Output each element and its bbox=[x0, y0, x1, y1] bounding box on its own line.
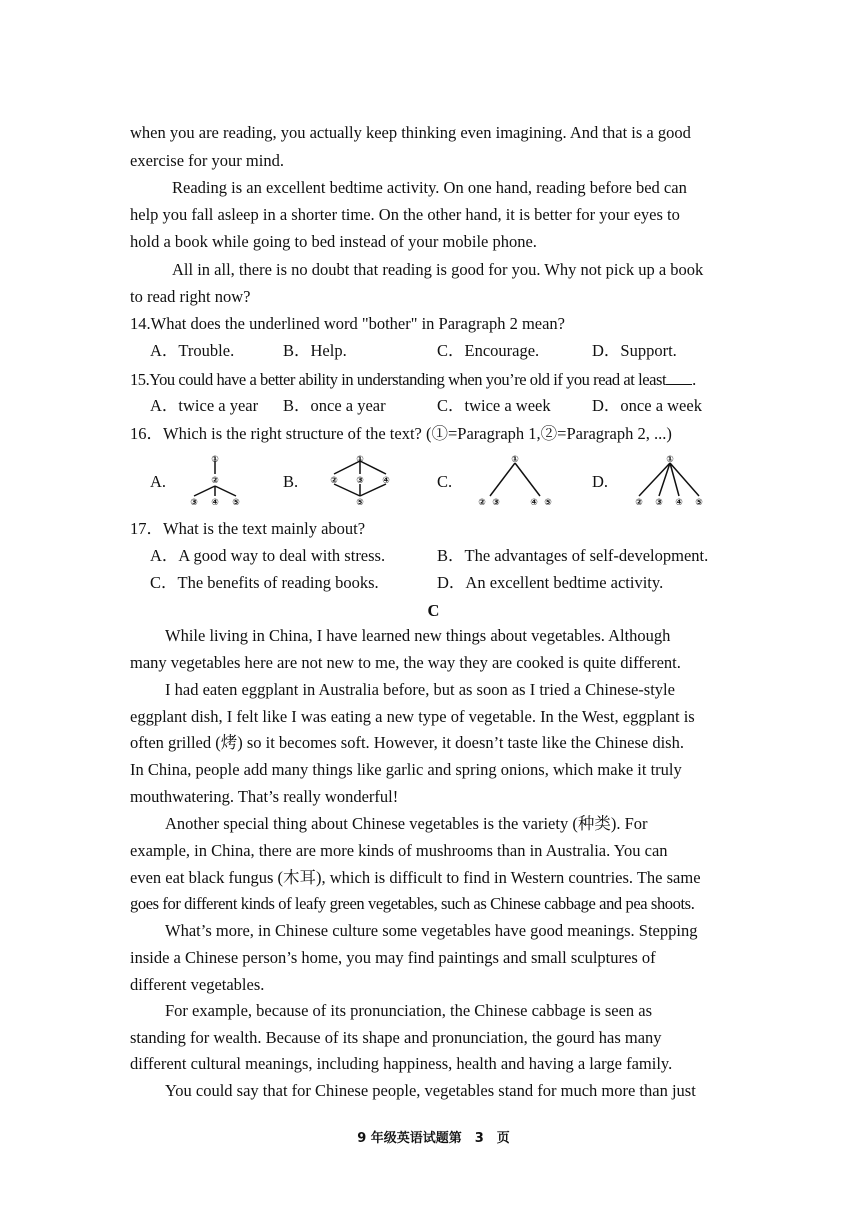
passage-line: What’s more, in Chinese culture some vegetables have good meanings. Stepping bbox=[165, 921, 698, 940]
question-15-text: 15.You could have a better ability in understanding when you’re old if you read at least bbox=[130, 370, 667, 389]
node: ④ bbox=[211, 498, 219, 508]
node: ⑤ bbox=[232, 498, 240, 508]
q16-option-d[interactable]: D. bbox=[592, 472, 609, 491]
question-17-stem: 17．What is the text mainly about? bbox=[130, 519, 366, 538]
passage-line: In China, people add many things like garlic and spring onions, which make it truly bbox=[130, 760, 682, 779]
node: ② bbox=[478, 498, 486, 508]
structure-diagram-b bbox=[320, 450, 405, 512]
node: ④ bbox=[382, 476, 390, 486]
passage-line: different vegetables. bbox=[130, 975, 265, 994]
q14-option-c[interactable]: C．Encourage. bbox=[437, 341, 540, 360]
passage-line: All in all, there is no doubt that reading is good for you. Why not pick up a book bbox=[172, 260, 704, 279]
passage-line: even eat black fungus (木耳), which is difficult to find in Western countries. The same bbox=[130, 868, 701, 887]
passage-c-label: C bbox=[427, 601, 440, 620]
node: ② bbox=[635, 498, 643, 508]
node: ② bbox=[211, 476, 219, 486]
answer-blank bbox=[666, 371, 692, 385]
passage-line: Another special thing about Chinese vegetables is the variety (种类). For bbox=[165, 814, 648, 833]
page-footer: 9 年级英语试题第 3 页 bbox=[357, 1131, 510, 1146]
passage-line: You could say that for Chinese people, vegetables stand for much more than just bbox=[165, 1081, 696, 1100]
passage-line: Reading is an excellent bedtime activity. On one hand, reading before bed can bbox=[172, 178, 687, 197]
passage-line: I had eaten eggplant in Australia before, but as soon as I tried a Chinese-style bbox=[165, 680, 675, 699]
q15-option-a[interactable]: A．twice a year bbox=[150, 396, 259, 415]
node: ④ bbox=[530, 498, 538, 508]
q16-option-c[interactable]: C. bbox=[437, 472, 453, 491]
node: ③ bbox=[190, 498, 198, 508]
node: ③ bbox=[356, 476, 364, 486]
passage-line: standing for wealth. Because of its shape and pronunciation, the gourd has many bbox=[130, 1028, 662, 1047]
node: ① bbox=[211, 455, 219, 465]
node: ⑤ bbox=[544, 498, 552, 508]
question-14-stem: 14.What does the underlined word "bother" in Paragraph 2 mean? bbox=[130, 314, 566, 333]
question-16-stem: 16．Which is the right structure of the text? (①=Paragraph 1,②=Paragraph 2, ...) bbox=[130, 424, 672, 443]
q14-option-d[interactable]: D．Support. bbox=[592, 341, 677, 360]
node: ⑤ bbox=[356, 498, 364, 508]
q17-option-b[interactable]: B．The advantages of self-development. bbox=[437, 546, 709, 565]
q15-option-d[interactable]: D．once a week bbox=[592, 396, 702, 415]
node: ① bbox=[511, 455, 519, 465]
passage-line: goes for different kinds of leafy green vegetables, such as Chinese cabbage and pea shoots. bbox=[130, 894, 695, 913]
node: ① bbox=[666, 455, 674, 465]
q17-option-d[interactable]: D．An excellent bedtime activity. bbox=[437, 573, 664, 592]
node: ② bbox=[330, 476, 338, 486]
passage-line: inside a Chinese person’s home, you may find paintings and small sculptures of bbox=[130, 948, 656, 967]
node: ③ bbox=[492, 498, 500, 508]
passage-line: many vegetables here are not new to me, the way they are cooked is quite different. bbox=[130, 653, 681, 672]
passage-line: example, in China, there are more kinds of mushrooms than in Australia. You can bbox=[130, 841, 668, 860]
node: ① bbox=[356, 455, 364, 465]
passage-line: mouthwatering. That’s really wonderful! bbox=[130, 787, 399, 806]
q14-option-b[interactable]: B．Help. bbox=[283, 341, 347, 360]
passage-line: exercise for your mind. bbox=[130, 151, 284, 170]
passage-line: different cultural meanings, including happiness, health and having a large family. bbox=[130, 1054, 673, 1073]
passage-line: help you fall asleep in a shorter time. On the other hand, it is better for your eyes to bbox=[130, 205, 680, 224]
passage-line: hold a book while going to bed instead of your mobile phone. bbox=[130, 232, 537, 251]
q15-option-b[interactable]: B．once a year bbox=[283, 396, 386, 415]
q14-option-a[interactable]: A．Trouble. bbox=[150, 341, 235, 360]
structure-diagram-d bbox=[625, 450, 715, 512]
passage-line: when you are reading, you actually keep thinking even imagining. And that is a good bbox=[130, 123, 691, 142]
node: ③ bbox=[655, 498, 663, 508]
passage-line: For example, because of its pronunciation, the Chinese cabbage is seen as bbox=[165, 1001, 653, 1020]
node: ⑤ bbox=[695, 498, 703, 508]
passage-line: eggplant dish, I felt like I was eating a new type of vegetable. In the West, eggplant is bbox=[130, 707, 695, 726]
question-15-stem bbox=[130, 371, 696, 389]
question-15-end: . bbox=[692, 370, 696, 389]
structure-diagram-c bbox=[470, 450, 565, 512]
node: ④ bbox=[675, 498, 683, 508]
structure-diagram-a bbox=[180, 450, 260, 512]
q16-option-b[interactable]: B. bbox=[283, 472, 299, 491]
q15-option-c[interactable]: C．twice a week bbox=[437, 396, 551, 415]
q16-option-a[interactable]: A. bbox=[150, 472, 167, 491]
q17-option-a[interactable]: A．A good way to deal with stress. bbox=[150, 546, 386, 565]
passage-line: While living in China, I have learned new things about vegetables. Although bbox=[165, 626, 671, 645]
q17-option-c[interactable]: C．The benefits of reading books. bbox=[150, 573, 379, 592]
passage-line: to read right now? bbox=[130, 287, 251, 306]
passage-line: often grilled (烤) so it becomes soft. However, it doesn’t taste like the Chinese dish. bbox=[130, 733, 684, 752]
